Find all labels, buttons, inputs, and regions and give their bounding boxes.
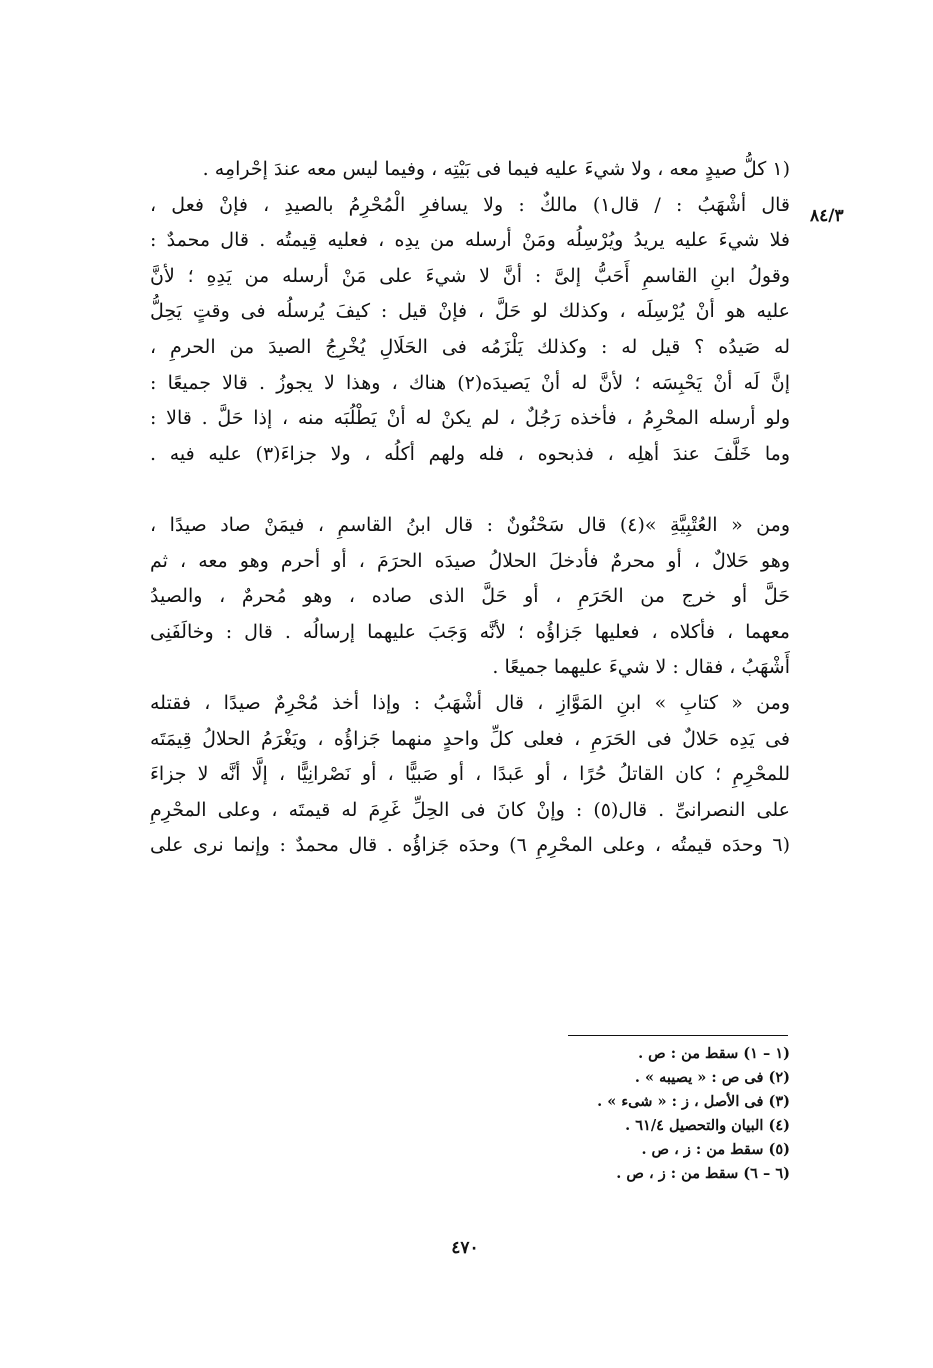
text-line: عليه هو أنْ يُرْسِلَه ، وكذلك لو حَلَّ ، فإنْ قيل : كيفَ يُرسلُه فى وقتٍ يَحِلُّ — [150, 300, 790, 323]
text-line: أَشْهَبُ ، فقال : لا شيءَ عليهما جميعًا . — [492, 656, 790, 679]
footnote: (٥) سقط من : ز ، ص . — [641, 1141, 790, 1158]
text-line: له صَيدُه ؟ قيل له : وكذلك يَلْزَمُه فى الحَلَالِ يُخْرِجُ الصيدَ من الحرمِ ، — [150, 335, 790, 358]
text-line: ومن « العُتْبِيَّةِ »(٤) قال سَحْنُونٌ : قال ابنُ القاسمِ ، فيمَنْ صاد صيدًا ، — [150, 513, 790, 536]
footnote: (١ – ١) سقط من : ص . — [638, 1045, 790, 1062]
margin-folio-reference: ٨٤/٣ — [810, 206, 844, 226]
text-line: على النصرانىِّ . قال(٥) : وإنْ كانَ فى الحِلِّ غَرِمَ له قيمتَه ، وعلى المحْرِمِ — [150, 798, 790, 821]
text-line: للمحْرِمِ ؛ كان القاتلُ حُرًا ، أو عَبدًا ، أو صَبيًّا ، أو نَصْرانِيًّا ، إلَّا أنَّه لا جزاءَ — [150, 763, 790, 786]
footnote: (٣) فى الأصل ، ز : « شىء » . — [597, 1093, 790, 1110]
footnote: (٢) فى ص : « يصيبه » . — [634, 1069, 790, 1086]
text-line: وما خَلَّفَ عندَ أهلِه ، فذبحوه ، فله ولهم أكلُه ، ولا جزاءَ(٣) عليه فيه . — [150, 442, 790, 465]
text-line: قال أشْهَبُ : / قال١) مالكٌ : ولا يسافرِ الْمُحْرِمُ بالصيدِ ، فإنْ فعل ، — [150, 193, 790, 216]
text-line: ولو أرسله المحْرِمُ ، فأخذه رَجُلٌ ، لم يكنْ له أنْ يَطْلُبَه منه ، إذا حَلَّ . قالا : — [150, 407, 790, 430]
footnote: (٦ – ٦) سقط من : ز ، ص . — [616, 1165, 790, 1182]
text-line: (٦ وحدَه قيمتُه ، وعلى المحْرِمِ ٦) وحدَه جَزاؤُه . قال محمدٌ : وإنما نرى على — [150, 834, 790, 857]
main-text — [150, 152, 790, 864]
text-line — [150, 472, 790, 508]
page-number: ٤٧٠ — [451, 1238, 479, 1258]
text-line: إنَّ لَه أنْ يَحْبِسَه ؛ لأنَّ له أنْ يَصيدَه(٢) هناك ، وهذا لا يجوزُ . قالا جميعًا : — [150, 371, 790, 394]
footnote: (٤) البيان والتحصيل ٦١/٤ . — [625, 1117, 790, 1134]
footnote-divider — [568, 1035, 788, 1036]
text-line: معهما ، فأكلاه ، فعليها جَزاؤُه ؛ لأنَّه وَجَبَ عليهما إرسالُه . قال : وخالَفَنِى — [150, 620, 790, 643]
text-line: وقولُ ابنِ القاسمِ أَحَبُّ إلىَّ : أنَّ لا شيءَ على مَنْ أرسله من يَدِهِ ؛ لأنَّ — [150, 264, 790, 287]
text-line: فى يَدِه حَلالٌ فى الحَرَمِ ، فعلى كلِّ واحدٍ منهما جَزاؤُه ، ويَغْرَمُ الحلالُ قِيمَتَه — [150, 727, 790, 750]
text-line: وهو حَلالٌ ، أو محرمٌ فأدخلَ الحلالُ صيدَه الحرَمَ ، أو أحرم وهو معه ، ثم — [150, 549, 790, 572]
text-line: فلا شيءَ عليه يريدُ ويُرْسِلُه ومَنْ أرسله من يدِه ، فعليه قِيمتُه . قال محمدٌ : — [150, 229, 790, 252]
text-line: ومن « كتابِ » ابنِ المَوَّازِ ، قال أشْهَبُ : وإذا أخذ مُحْرِمٌ صيدًا ، فقتله — [150, 691, 790, 714]
footnotes — [500, 1042, 790, 1186]
text-line: حَلَّ أو خرج من الحَرَمِ ، أو حَلَّ الذى صاده ، وهو مُحرمٌ ، والصيدُ — [150, 585, 790, 608]
text-line: (١ كلُّ صيدٍ معه ، ولا شيءَ عليه فيما فى بَيْتِه ، وفيما ليس معه عندَ إحْرامِه . — [202, 158, 790, 180]
